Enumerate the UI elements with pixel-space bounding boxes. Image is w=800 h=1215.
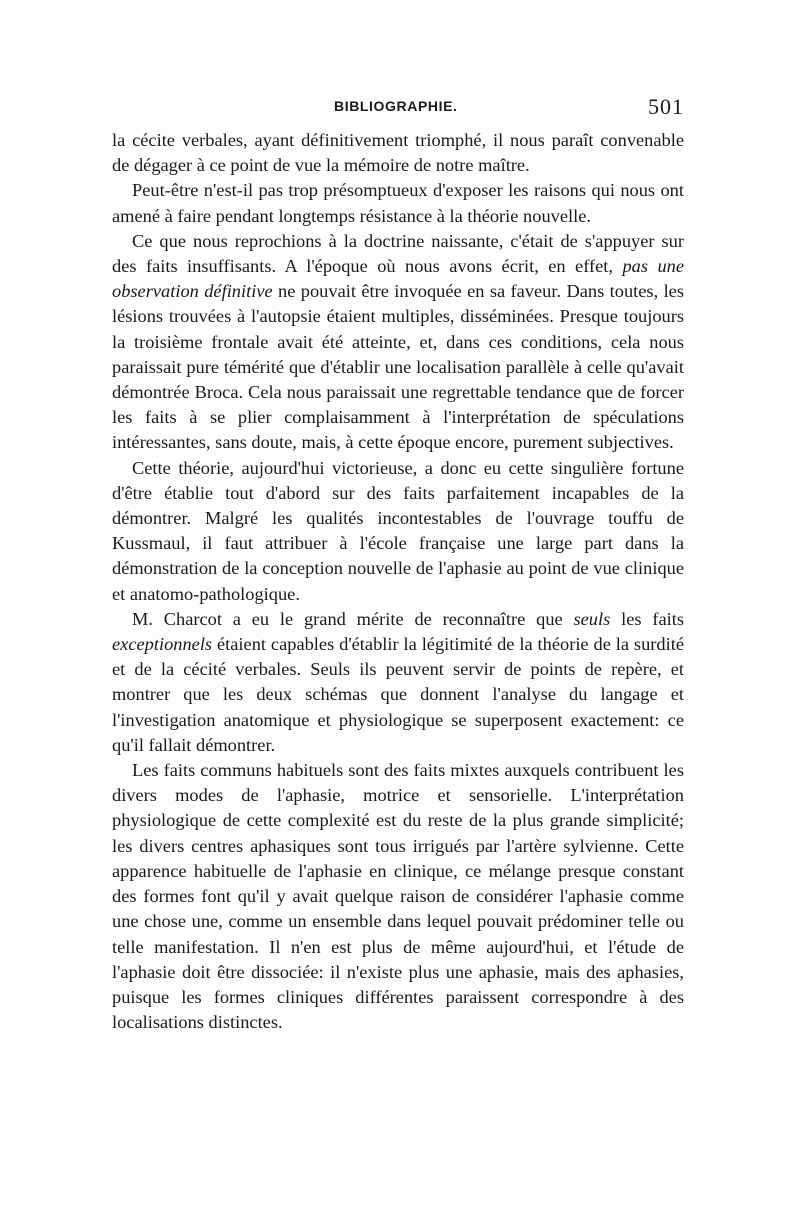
body-text xyxy=(112,128,684,1035)
text-run: ne pouvait être invoquée en sa faveur. Dans toutes, les lésions trouvées à l'autopsie étaient multiples, disséminées. Presque toujours la troisième frontale avait été atteinte, et, dans ces conditions, cela nous paraissait pure témérité que d'établir une localisation parallèle à celle qu'avait démontrée Broca. Cela nous paraissait une regrettable tendance que de forcer les faits à se plier complaisamment à l'interprétation de spéculations intéressantes, sans doute, mais, à cette époque encore, purement subjectives. xyxy=(112,281,684,453)
page-number: 501 xyxy=(648,94,684,119)
text-run: Cette théorie, aujourd'hui victorieuse, a donc eu cette singulière fortune d'être établie tout d'abord sur des faits parfaitement incapables de la démontrer. Malgré les qualités incontestables de l'ouvrage touffu de Kussmaul, il faut attribuer à l'école française une large part dans la démonstration de la conception nouvelle de l'aphasie au point de vue clinique et anatomo-pathologique. xyxy=(112,457,684,604)
page-header xyxy=(108,94,684,124)
paragraph xyxy=(112,229,684,456)
text-run: Les faits communs habituels sont des faits mixtes auxquels contribuent les divers modes de l'aphasie, motrice et sensorielle. L'interprétation physiologique de cette complexité est du reste de la plus grande simplicité; les divers centres aphasiques sont tous irrigués par l'artère sylvienne. Cette apparence habituelle de l'aphasie en clinique, ce mélange presque constant des formes font qu'il y avait quelque raison de considérer l'aphasie comme une chose une, comme un ensemble dans lequel pouvait prédominer telle ou telle manifestation. Il n'en est plus de même aujourd'hui, et l'étude de l'aphasie doit être dissociée: il n'existe plus une aphasie, mais des aphasies, puisque les formes cliniques différentes paraissent correspondre à des localisations distinctes. xyxy=(112,760,684,1033)
paragraph xyxy=(112,607,684,758)
italic-text: seuls xyxy=(573,608,611,629)
text-run: étaient capables d'établir la légitimité de la théorie de la surdité et de la cécité verbales. Seuls ils peuvent servir de points de repère, et montrer que les deux schémas que donnent l'analyse du langage et l'investigation anatomique et physiologique se superposent exactement: ce qu'il fallait démontrer. xyxy=(112,634,684,755)
text-run: Ce que nous reprochions à la doctrine naissante, c'était de s'appuyer sur des faits insuffisants. A l'époque où nous avons écrit, en effet, xyxy=(112,230,684,277)
running-head: BIBLIOGRAPHIE. xyxy=(334,98,458,114)
paragraph xyxy=(112,758,684,1035)
text-run: les faits xyxy=(610,608,684,629)
paragraph xyxy=(112,178,684,228)
italic-text: exceptionnels xyxy=(112,634,213,655)
italic-text: pas une observation définitive xyxy=(112,256,684,302)
text-run: la cécite verbales, ayant définitivement triomphé, il nous paraît convenable de dégager à ce point de vue la mémoire de notre maître. xyxy=(112,130,684,176)
paragraph xyxy=(112,456,684,607)
paragraph xyxy=(112,128,684,178)
text-run: M. Charcot a eu le grand mérite de reconnaître que xyxy=(132,608,574,629)
text-run: Peut-être n'est-il pas trop présomptueux d'exposer les raisons qui nous ont amené à faire pendant longtemps résistance à la théorie nouvelle. xyxy=(112,180,684,226)
